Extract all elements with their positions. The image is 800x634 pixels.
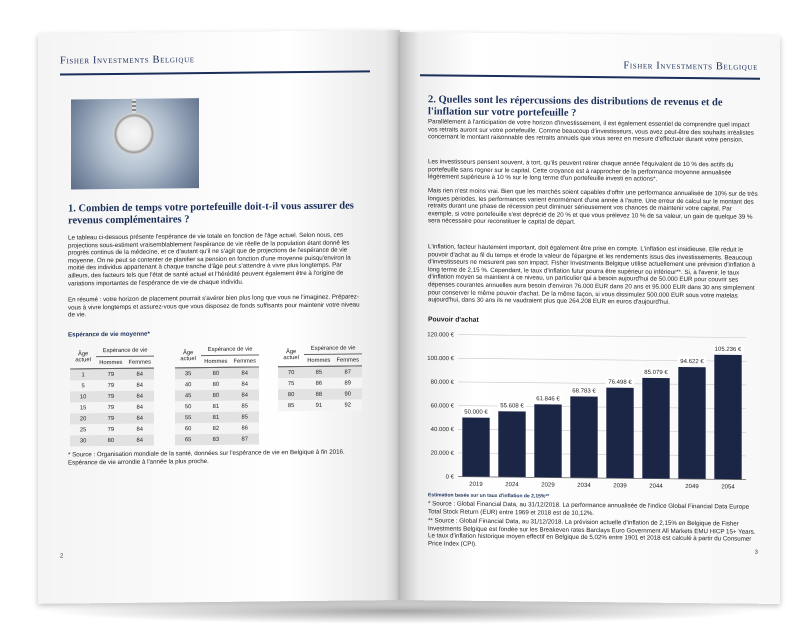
y-tick-label: 60.000 € <box>430 403 454 410</box>
summary-paragraph: En résumé : votre horizon de placement pourrait s'avérer bien plus long que vous ne l'imaginez. Préparez-vous à vivre longtemps et assurez-vous que vous disposez de fonds suffisants pour maintenir votre niveau de vie. <box>68 293 360 319</box>
men-cell: 80 <box>201 379 230 390</box>
men-cell: 79 <box>96 402 125 413</box>
table-row <box>175 400 259 412</box>
age-cell: 30 <box>70 435 96 446</box>
data-label: 61.846 € <box>536 396 560 403</box>
data-label: 68.783 € <box>572 388 596 395</box>
age-cell: 20 <box>70 413 96 424</box>
brand-header: Fisher Investments Belgique <box>623 60 758 73</box>
life-expectancy-header: Espérance de vie <box>96 345 154 357</box>
women-cell: 84 <box>125 413 154 424</box>
women-cell: 84 <box>230 367 259 379</box>
x-tick-label: 2044 <box>649 483 663 490</box>
life-expectancy-table-2 <box>175 343 259 445</box>
brand-header: Fisher Investments Belgique <box>60 54 195 67</box>
bar <box>534 404 561 477</box>
women-header: Femmes <box>333 354 362 366</box>
paragraph-3: Mais rien n'est moins vrai. Bien que les marchés soient capables d'offrir une performance annualisée de 10% sur de très longues périodes, les performances varient énormément d'une année à l'autre. Une erreur de calcul sur le montant des retraits durant une phase de récession peut diminuer sérieusement vos chances de maintenir votre capital. Par exemple, si votre portefeuille s'est déprécié de 20 % et que vous prélevez 10 % de sa valeur, un gain de quelque 39 % sera nécessaire pour reconstituer le capital de départ. <box>428 187 758 227</box>
men-cell: 79 <box>96 368 125 380</box>
pocket-watch-image <box>71 98 199 189</box>
paragraph-4: L'inflation, facteur hautement important, doit également être prise en compte. L'inflation est insidieuse. Elle réduit le pouvoir d'achat au fil du temps et érode la valeur de l'épargne et les rendements issus des investissements. Beaucoup d'investisseurs ne mesurent pas son impact. Fisher Investments Belgique utilise actuellement une prévision d'inflation à long terme de 2,15 %. Cependant, le taux d'inflation futur pourra être supérieur ou inférieur**. Si, à l'avenir, le taux d'inflation moyen se maintient à ce niveau, un particulier qui a besoin aujourd'hui de 50.000 EUR pour couvrir ses dépenses courantes annuelles aura besoin d'environ 76.000 EUR dans 20 ans et 95.000 EUR dans 30 ans simplement pour conserver le même pouvoir d'achat. De la même façon, si vous dissimulez 500.000 EUR sous votre matelas aujourd'hui, dans 30 ans ils ne vaudraient plus que 264.208 EUR en euros d'aujourd'hui. <box>428 243 756 306</box>
table-row <box>278 377 362 389</box>
table-header <box>278 342 362 366</box>
chart-caption: Estimation basée sur un taux d'inflation de 2,15%** <box>428 492 550 500</box>
women-cell: 84 <box>230 378 259 389</box>
intro-paragraph: Le tableau ci-dessous présente l'espérance de vie totale en fonction de l'âge actuel. Selon nous, ces projections sous-estiment vraisemblablement l'espérance de vie réelle de la population étant donné les progrès continus de la médecine, et ce d'autant qu'il ne s'agit que de projections de l'espérance de vie moyenne. On ne peut se contenter de planifier sa pension en fonction d'une moyenne puisqu'environ la moitié des individus appartenant à chaque tranche d'âge peut s'attendre à vivre plus longtemps. Par ailleurs, des facteurs tels que l'état de santé actuel et l'hérédité peuvent également être à l'origine de variations importantes de l'espérance de vie de chaque individu. <box>68 231 351 288</box>
y-tick-label: 100.000 € <box>427 355 454 363</box>
table-header <box>175 343 259 367</box>
data-label: 94.622 € <box>680 358 704 366</box>
men-cell: 91 <box>304 400 333 411</box>
men-cell: 86 <box>304 378 333 389</box>
men-cell: 88 <box>304 389 333 400</box>
x-tick-label: 2049 <box>685 483 699 491</box>
bar <box>678 367 705 479</box>
men-cell: 81 <box>201 401 230 412</box>
bar <box>642 378 669 479</box>
table-row <box>175 367 259 379</box>
men-header: Hommes <box>304 354 333 366</box>
watch-face <box>113 113 155 155</box>
men-cell: 80 <box>96 435 125 446</box>
y-tick-label: 120.000 € <box>427 332 454 339</box>
life-expectancy-header: Espérance de vie <box>304 342 362 354</box>
age-cell: 10 <box>70 391 96 402</box>
table-body <box>278 366 362 411</box>
table-header <box>70 345 154 369</box>
women-cell: 84 <box>125 380 154 391</box>
age-cell: 1 <box>70 369 96 381</box>
right-page <box>400 32 780 604</box>
data-label: 50.000 € <box>464 409 488 416</box>
paragraph-2: Les investisseurs pensent souvent, à tort, qu'ils peuvent retirer chaque année l'équivalent de 10 % des actifs du portefeuille sans rogner sur le capital. Cette croyance est à rapprocher de la performance moyenne annualisée légèrement supérieure à 10 % sur le long terme d'un portefeuille investi en actions*. <box>428 158 734 183</box>
age-cell: 60 <box>175 423 201 434</box>
paragraph-1: Parallèlement à l'anticipation de votre horizon d'investissement, il est également essentiel de comprendre quel impact vos retraits auront sur votre portefeuille. Comme beaucoup d'investisseurs, vous avez peut-être des souhaits irréalistes concernant le montant raisonnable des retraits annuels que vous serez en mesure d'effectuer durant votre pension. <box>428 118 754 144</box>
y-tick-label: 80.000 € <box>430 379 454 386</box>
x-tick-label: 2019 <box>469 481 483 488</box>
table-header-row <box>175 343 259 355</box>
women-header: Femmes <box>230 355 259 367</box>
men-header: Hommes <box>96 356 125 368</box>
source-footnote: * Source : Organisation mondiale de la santé, données sur l'espérance de vie en Belgique à fin 2016. Espérance de vie arrondie à l'année la plus proche. <box>68 448 345 467</box>
age-cell: 45 <box>175 390 201 401</box>
men-cell: 79 <box>96 391 125 402</box>
purchasing-power-chart <box>412 326 758 494</box>
x-tick-label: 2039 <box>613 483 627 490</box>
data-label: 105.236 € <box>714 346 742 354</box>
age-header: Âge actuel <box>278 343 304 367</box>
age-cell: 85 <box>278 400 304 411</box>
bar <box>462 417 489 476</box>
women-header: Femmes <box>125 356 154 368</box>
table-row <box>70 424 154 436</box>
table-header-row <box>70 345 154 357</box>
x-tick-label: 2054 <box>721 484 735 491</box>
table-header-row <box>278 342 362 354</box>
men-cell: 83 <box>201 434 230 445</box>
age-cell: 50 <box>175 401 201 412</box>
bar <box>498 411 525 477</box>
table-title: Espérance de vie moyenne* <box>68 330 150 339</box>
age-cell: 5 <box>70 380 96 391</box>
women-cell: 90 <box>333 388 362 399</box>
header-rule <box>60 70 370 75</box>
age-cell: 25 <box>70 424 96 435</box>
table-row <box>175 411 259 423</box>
men-cell: 80 <box>201 367 230 379</box>
age-cell: 65 <box>175 434 201 445</box>
women-cell: 87 <box>333 366 362 378</box>
men-cell: 80 <box>201 390 230 401</box>
men-cell: 79 <box>96 424 125 435</box>
table-row <box>175 422 259 434</box>
table-row <box>175 433 259 445</box>
y-tick-label: 20.000 € <box>430 450 454 457</box>
age-cell: 35 <box>175 368 201 380</box>
y-tick-label: 40.000 € <box>430 426 454 434</box>
women-cell: 85 <box>230 400 259 411</box>
data-label: 85.079 € <box>644 369 668 377</box>
women-cell: 84 <box>125 391 154 402</box>
footnote-2: ** Source : Global Financial Data, au 31/12/2018. La prévision actuelle d'inflation de 2,15% en Belgique de Fisher Investments Belgique est fondée sur les Breakeven rates Barclays Euro Government All Markets EMU HICP 15+ Years. Le taux d'inflation historique moyen effectif en Belgique de 5,02% entre 1901 et 2018 est calculé à partir du Consumer Price Index (CPI). <box>428 517 756 548</box>
age-cell: 55 <box>175 412 201 423</box>
bar <box>606 388 633 479</box>
chart-title: Pouvoir d'achat <box>428 316 479 324</box>
y-tick-label: 0 € <box>445 474 454 481</box>
women-cell: 84 <box>125 435 154 446</box>
men-cell: 85 <box>304 366 333 378</box>
women-cell: 84 <box>230 389 259 400</box>
men-header: Hommes <box>201 355 230 367</box>
header-rule <box>420 74 760 79</box>
age-header: Âge actuel <box>70 345 96 369</box>
table-row <box>175 389 259 401</box>
data-label: 55.608 € <box>500 403 524 410</box>
bar <box>714 355 741 480</box>
table-row <box>278 388 362 400</box>
women-cell: 84 <box>125 424 154 435</box>
age-header: Âge actuel <box>175 344 201 368</box>
women-cell: 85 <box>230 411 259 422</box>
men-cell: 79 <box>96 380 125 391</box>
data-label: 76.498 € <box>608 379 632 386</box>
table-row <box>278 366 362 378</box>
age-cell: 70 <box>278 367 304 379</box>
age-cell: 40 <box>175 379 201 390</box>
table-row <box>70 402 154 414</box>
women-cell: 86 <box>230 422 259 433</box>
left-page <box>38 30 400 604</box>
table-row <box>70 413 154 425</box>
x-tick-label: 2024 <box>505 482 519 489</box>
page-number: 3 <box>754 549 758 556</box>
table-body <box>70 368 154 446</box>
table-row <box>175 378 259 390</box>
life-expectancy-table-1 <box>70 345 154 447</box>
women-cell: 84 <box>125 368 154 380</box>
men-cell: 82 <box>201 423 230 434</box>
women-cell: 84 <box>125 402 154 413</box>
gridline <box>458 335 746 338</box>
life-expectancy-header: Espérance de vie <box>201 343 259 355</box>
table-body <box>175 367 259 445</box>
table-row <box>70 368 154 380</box>
life-expectancy-table-3 <box>278 342 362 411</box>
women-cell: 87 <box>230 433 259 444</box>
section-title: 1. Combien de temps votre portefeuille doit-t-il vous assurer des revenus complémentaires ? <box>68 200 354 227</box>
table-row <box>70 435 154 447</box>
table-row <box>70 391 154 403</box>
section-title: 2. Quelles sont les répercussions des distributions de revenus et de l'inflation sur votre portefeuille ? <box>428 94 723 119</box>
age-cell: 75 <box>278 378 304 389</box>
page-number: 2 <box>60 553 64 560</box>
women-cell: 92 <box>333 399 362 410</box>
bar <box>570 396 597 478</box>
men-cell: 79 <box>96 413 125 424</box>
age-cell: 80 <box>278 389 304 400</box>
footnote-1: * Source : Global Financial Data, au 31/12/2018. La performance annualisée de l'indice Global Financial Data Europe Total Stock Return (EUR) entre 1969 et 2018 est de 10,12%. <box>428 500 750 517</box>
women-cell: 89 <box>333 377 362 388</box>
x-tick-label: 2029 <box>541 482 555 489</box>
table-row <box>278 399 362 411</box>
age-cell: 15 <box>70 402 96 413</box>
x-tick-label: 2034 <box>577 482 591 489</box>
men-cell: 81 <box>201 412 230 423</box>
table-row <box>70 380 154 392</box>
